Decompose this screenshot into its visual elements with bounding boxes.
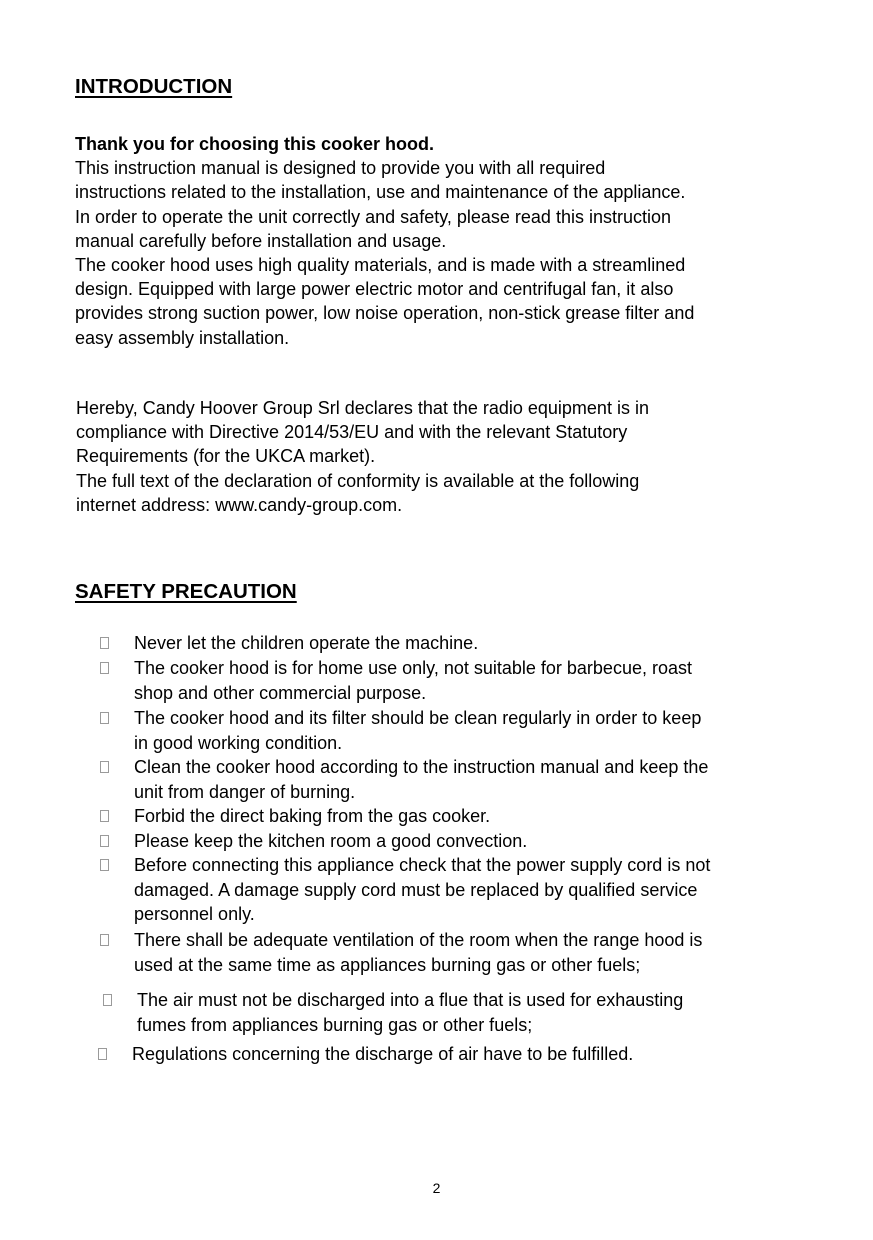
bullet-box-icon — [100, 859, 109, 871]
introduction-line: This instruction manual is designed to provide you with all required — [75, 158, 606, 179]
safety-item-text: damaged. A damage supply cord must be replaced by qualified service — [134, 879, 698, 900]
safety-item-text: unit from danger of burning. — [134, 781, 356, 802]
safety-item-text: fumes from appliances burning gas or other fuels; — [137, 1014, 533, 1035]
introduction-line: easy assembly installation. — [75, 327, 290, 348]
introduction-line: In order to operate the unit correctly and safety, please read this instruction — [75, 206, 671, 227]
introduction-line: design. Equipped with large power electric motor and centrifugal fan, it also — [75, 279, 674, 300]
safety-item-text: Forbid the direct baking from the gas cooker. — [134, 806, 491, 826]
safety-item-text: in good working condition. — [134, 732, 343, 753]
bullet-box-icon — [100, 662, 109, 674]
safety-item-text: used at the same time as appliances burning gas or other fuels; — [134, 954, 641, 975]
bullet-box-icon — [100, 761, 109, 773]
safety-precaution-heading: SAFETY PRECAUTION — [75, 580, 297, 603]
safety-item-text: Regulations concerning the discharge of air have to be fulfilled. — [132, 1044, 634, 1064]
safety-item-text: There shall be adequate ventilation of the room when the range hood is — [134, 930, 703, 950]
bullet-box-icon — [100, 712, 109, 724]
declaration-line: The full text of the declaration of conformity is available at the following — [76, 470, 640, 491]
bullet-box-icon — [100, 934, 109, 946]
safety-item-text: The air must not be discharged into a flue that is used for exhausting — [137, 990, 684, 1010]
introduction-line: instructions related to the installation, use and maintenance of the appliance. — [75, 182, 686, 203]
declaration-line: compliance with Directive 2014/53/EU and with the relevant Statutory — [76, 422, 628, 443]
safety-item-text: personnel only. — [134, 904, 255, 925]
introduction-heading: INTRODUCTION — [75, 75, 233, 98]
bullet-box-icon — [103, 994, 112, 1006]
safety-item-text: Never let the children operate the machine. — [134, 633, 479, 653]
safety-item-text: Please keep the kitchen room a good convection. — [134, 831, 528, 851]
safety-item-text: shop and other commercial purpose. — [134, 682, 427, 703]
declaration-line: Requirements (for the UKCA market). — [76, 446, 376, 467]
safety-item-text: The cooker hood is for home use only, not suitable for barbecue, roast — [134, 658, 692, 678]
introduction-lead: Thank you for choosing this cooker hood. — [75, 134, 435, 154]
page-number: 2 — [432, 1180, 441, 1196]
safety-item-text: Before connecting this appliance check that the power supply cord is not — [134, 855, 711, 875]
bullet-box-icon — [100, 835, 109, 847]
declaration-line: Hereby, Candy Hoover Group Srl declares that the radio equipment is in — [76, 398, 649, 418]
declaration-line: internet address: www.candy-group.com. — [76, 494, 403, 515]
introduction-line: The cooker hood uses high quality materials, and is made with a streamlined — [75, 254, 686, 275]
bullet-box-icon — [98, 1048, 107, 1060]
safety-item-text: The cooker hood and its filter should be clean regularly in order to keep — [134, 708, 702, 728]
introduction-line: manual carefully before installation and usage. — [75, 230, 447, 251]
safety-item-text: Clean the cooker hood according to the instruction manual and keep the — [134, 757, 709, 777]
bullet-box-icon — [100, 637, 109, 649]
introduction-line: provides strong suction power, low noise operation, non-stick grease filter and — [75, 303, 695, 324]
bullet-box-icon — [100, 810, 109, 822]
